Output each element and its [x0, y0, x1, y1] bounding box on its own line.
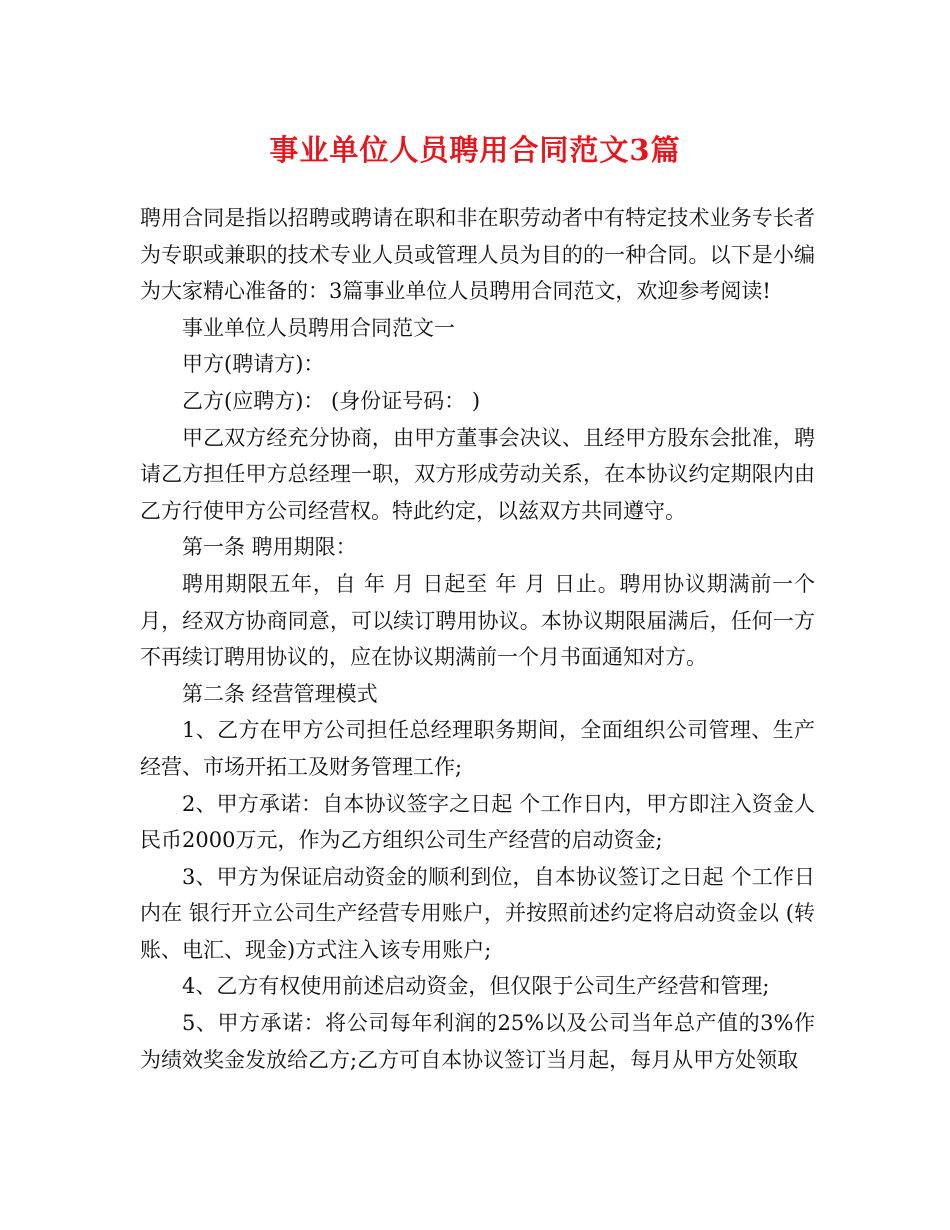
article-2-item-4: 4、乙方有权使用前述启动资金，但仅限于公司生产经营和管理; — [182, 974, 770, 999]
intro-paragraph: 聘用合同是指以招聘或聘请在职和非在职劳动者中有特定技术业务专长者为专职或兼职的技术专业人员或管理人员为目的的一种合同。以下是小编为大家精心准备的：3篇事业单位人员聘用合同范文，欢迎参考阅读! — [140, 206, 815, 304]
agreement-paragraph: 甲乙双方经充分协商，由甲方董事会决议、且经甲方股东会批准，聘请乙方担任甲方总经理一职，双方形成劳动关系，在本协议约定期限内由乙方行使甲方公司经营权。特此约定，以兹双方共同遵守。 — [140, 425, 815, 523]
party-a-line: 甲方(聘请方)： — [182, 352, 325, 377]
article-2-item-5: 5、甲方承诺：将公司每年利润的25%以及公司当年总产值的3%作为绩效奖金发放给乙方;乙方可自本协议签订当月起，每月从甲方处领取 — [140, 1011, 815, 1072]
document-body — [140, 200, 815, 1078]
article-1-paragraph: 聘用期限五年，自 年 月 日起至 年 月 日止。聘用协议期满前一个月，经双方协商同意，可以续订聘用协议。本协议期限届满后，任何一方不再续订聘用协议的，应在协议期满前一个月书面通知对方。 — [140, 571, 815, 670]
article-2-item-2: 2、甲方承诺：自本协议签字之日起 个工作日内，甲方即注入资金人民币2000万元，作为乙方组织公司生产经营的启动资金; — [140, 791, 815, 853]
section-heading: 事业单位人员聘用合同范文一 — [182, 315, 455, 340]
article-2-item-3: 3、甲方为保证启动资金的顺利到位，自本协议签订之日起 个工作日内在 银行开立公司生产经营专用账户，并按照前述约定将启动资金以 (转账、电汇、现金)方式注入该专用账户; — [140, 864, 815, 962]
document-title: 事业单位人员聘用合同范文3篇 — [269, 133, 681, 167]
party-b-line: 乙方(应聘方)： (身份证号码： ) — [182, 388, 481, 413]
article-2-heading: 第二条 经营管理模式 — [182, 681, 378, 706]
article-2-item-1: 1、乙方在甲方公司担任总经理职务期间，全面组织公司管理、生产经营、市场开拓工及财务管理工作; — [140, 718, 815, 779]
article-1-heading: 第一条 聘用期限： — [182, 535, 357, 560]
